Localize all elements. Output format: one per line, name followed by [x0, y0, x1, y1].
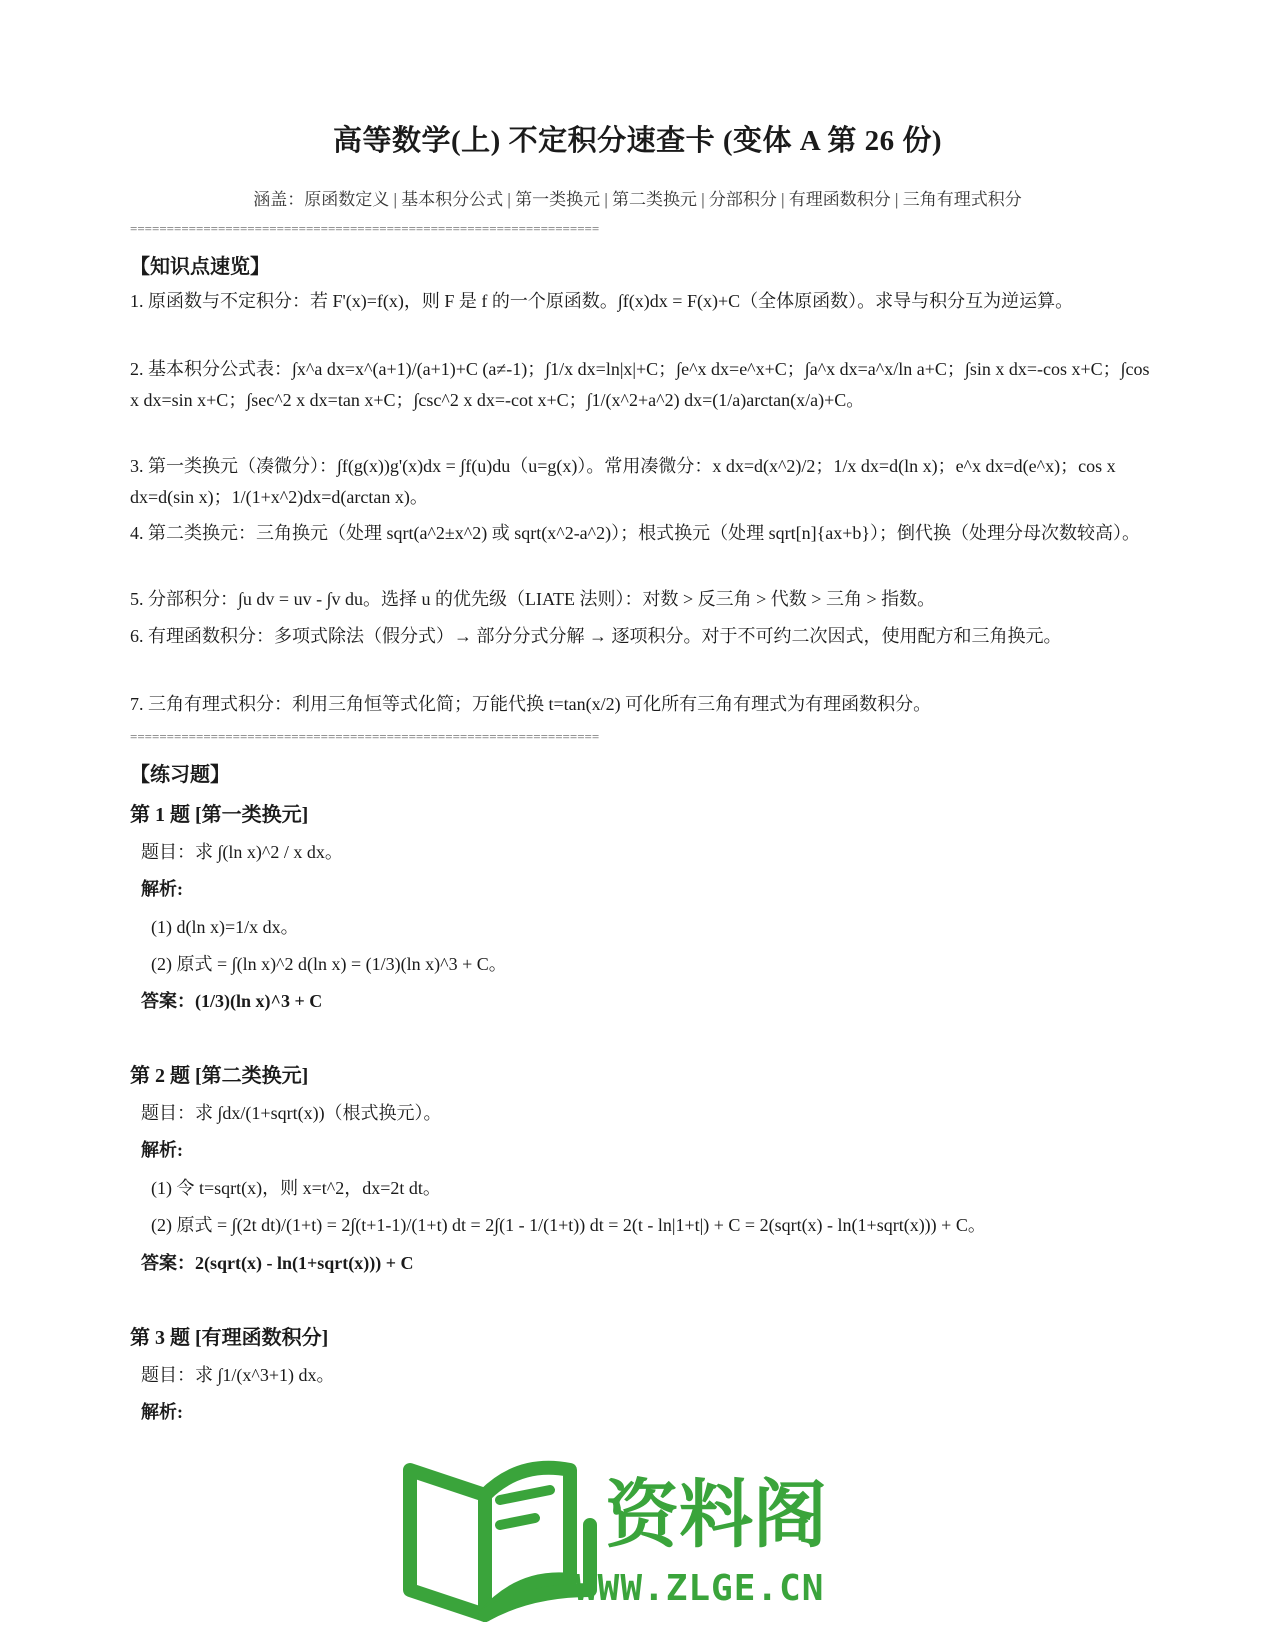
question-2-problem: 题目：求 ∫dx/(1+sqrt(x))（根式换元）。	[141, 1103, 442, 1123]
separator-line: ================================================================	[130, 222, 600, 236]
practice-heading: 【练习题】	[130, 764, 230, 786]
question-2-step-1: (1) 令 t=sqrt(x)，则 x=t^2，dx=2t dt。	[151, 1178, 441, 1198]
question-3-analysis-label: 解析:	[141, 1402, 183, 1422]
knowledge-item-4: 4. 第二类换元：三角换元（处理 sqrt(a^2±x^2) 或 sqrt(x^2-a^2)）；根式换元（处理 sqrt[n]{ax+b}）；倒代换（处理分母次数较高）。	[130, 523, 1141, 543]
question-1-step-2: (2) 原式 = ∫(ln x)^2 d(ln x) = (1/3)(ln x)^3 + C。	[151, 954, 507, 974]
knowledge-item-2: 2. 基本积分公式表：∫x^a dx=x^(a+1)/(a+1)+C (a≠-1)；∫1/x dx=ln|x|+C；∫e^x dx=e^x+C；∫a^x dx=a^x/ln a+C；∫sin x dx=-cos x+C；∫cos x dx=sin x+C；∫sec^2 x dx=tan x+C；∫csc^2 x dx=-cot x+C；∫1/(x^2+a^2) dx=(1/a)arctan(x/a)+C。	[130, 359, 1150, 410]
question-3-problem: 题目：求 ∫1/(x^3+1) dx。	[141, 1365, 335, 1385]
page-subtitle: 涵盖：原函数定义 | 基本积分公式 | 第一类换元 | 第二类换元 | 分部积分 | 有理函数积分 | 三角有理式积分	[253, 190, 1022, 209]
watermark-logo	[400, 1440, 880, 1630]
question-2-analysis-label: 解析:	[141, 1140, 183, 1160]
question-2-step-2: (2) 原式 = ∫(2t dt)/(1+t) = 2∫(t+1-1)/(1+t) dt = 2∫(1 - 1/(1+t)) dt = 2(t - ln|1+t|) + C = 2(sqrt(x) - ln(1+sqrt(x))) + C。	[151, 1215, 986, 1235]
question-1-problem: 题目：求 ∫(ln x)^2 / x dx。	[141, 842, 343, 862]
page-title: 高等数学(上) 不定积分速查卡 (变体 A 第 26 份)	[333, 125, 942, 157]
question-1-step-1: (1) d(ln x)=1/x dx。	[151, 917, 299, 937]
knowledge-item-1: 1. 原函数与不定积分：若 F'(x)=f(x)，则 F 是 f 的一个原函数。∫f(x)dx = F(x)+C（全体原函数）。求导与积分互为逆运算。	[130, 291, 1074, 311]
question-1-analysis-label: 解析:	[141, 879, 183, 899]
question-2-answer: 答案：2(sqrt(x) - ln(1+sqrt(x))) + C	[141, 1253, 414, 1273]
book-icon	[410, 1468, 590, 1615]
knowledge-item-5: 5. 分部积分：∫u dv = uv - ∫v du。选择 u 的优先级（LIATE 法则）：对数 > 反三角 > 代数 > 三角 > 指数。	[130, 589, 936, 609]
knowledge-item-7: 7. 三角有理式积分：利用三角恒等式化简；万能代换 t=tan(x/2) 可化所有三角有理式为有理函数积分。	[130, 694, 932, 714]
watermark-url: WWW.ZLGE.CN	[575, 1568, 825, 1609]
knowledge-item-3: 3. 第一类换元（凑微分）：∫f(g(x))g'(x)dx = ∫f(u)du（u=g(x)）。常用凑微分：x dx=d(x^2)/2；1/x dx=d(ln x)；e^x dx=d(e^x)；cos x dx=d(sin x)；1/(1+x^2)dx=d(arctan x)。	[130, 456, 1116, 507]
question-1-heading: 第 1 题 [第一类换元]	[130, 804, 309, 826]
watermark-name: 资料阁	[605, 1472, 827, 1558]
question-1-answer: 答案：(1/3)(ln x)^3 + C	[141, 991, 323, 1011]
question-2-heading: 第 2 题 [第二类换元]	[130, 1065, 309, 1087]
knowledge-heading: 【知识点速览】	[130, 256, 270, 278]
knowledge-item-6: 6. 有理函数积分：多项式除法（假分式）→ 部分分式分解 → 逐项积分。对于不可约二次因式，使用配方和三角换元。	[130, 626, 1062, 646]
separator-line: ================================================================	[130, 730, 600, 744]
question-3-heading: 第 3 题 [有理函数积分]	[130, 1327, 329, 1349]
